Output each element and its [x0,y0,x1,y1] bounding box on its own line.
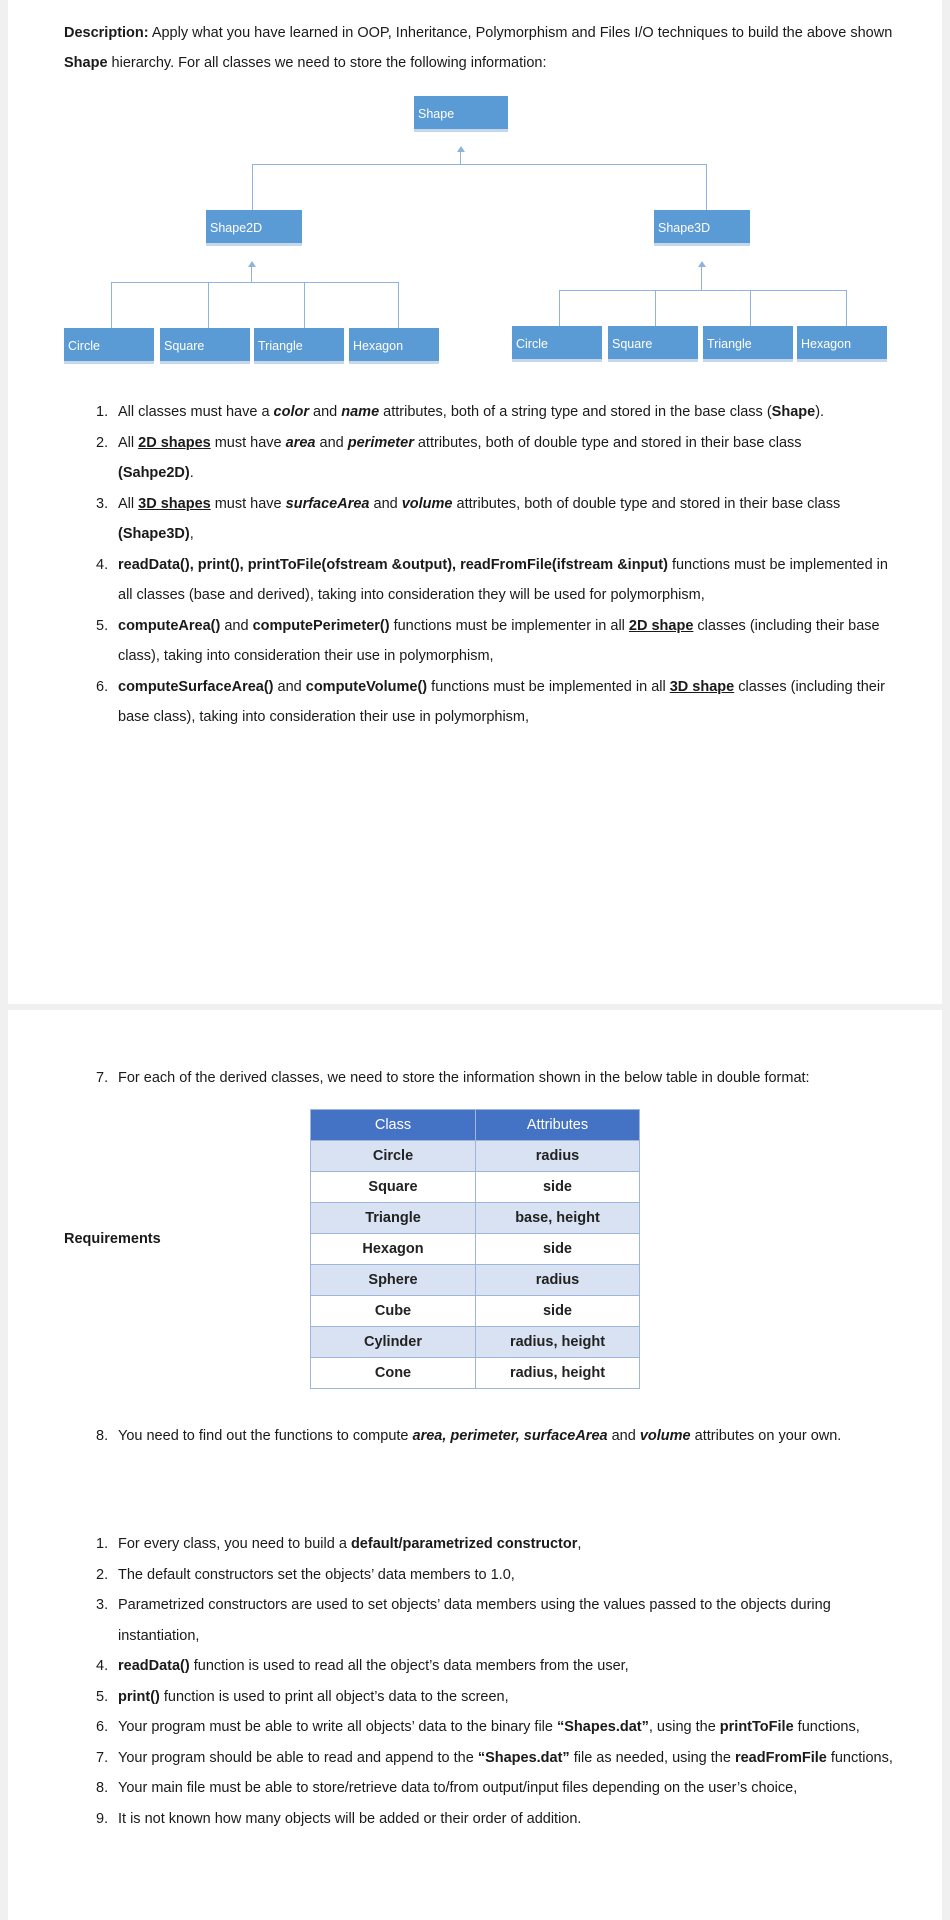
connector-line [251,267,252,282]
list-item-6 [76,672,896,733]
item-text: attributes, both of double type and stored in their base class [452,495,841,512]
list-number: 7. [96,1070,109,1086]
table-header-class: Class [311,1110,476,1141]
list-number: 3. [96,1597,109,1613]
item-text: Parametrized constructors are used to set objects’ data members using the values passed to the objects during instantiation, [118,1597,831,1644]
item-text: file as needed, using the [569,1749,735,1766]
uml-box-shape3d: Shape3D [654,210,750,246]
item-text: and [315,434,348,451]
item-text-bold: (Sahpe2D) [118,465,190,481]
item-text: and [220,617,253,634]
item-text: attributes on your own. [690,1428,842,1444]
uml-box-hexagon-3d: Hexagon [797,326,887,362]
item-text-bold: readFromFile [734,1749,827,1766]
item-text: Your program should be able to read and append to the [118,1749,478,1766]
table-cell-attributes: radius [476,1265,640,1296]
item-text: For every class, you need to build a [118,1536,351,1552]
list-number: 1. [96,1536,109,1552]
item-text: functions, [793,1719,860,1735]
item-text: For each of the derived classes, we need to store the information shown in the below table in double format: [118,1070,810,1086]
item-text: , using the [648,1719,720,1735]
item-text-underline: 3D shape [669,678,735,695]
item-text-emph: color [273,404,309,420]
uml-box-circle-3d: Circle [512,326,602,362]
requirement-item-3 [76,1590,896,1651]
item-text-underline: 2D shapes [138,434,211,451]
item-text-emph: name [341,404,380,420]
item-text: and [309,404,342,420]
requirement-item-6 [76,1712,896,1743]
requirement-item-1 [76,1529,896,1560]
item-text: and [369,495,402,512]
requirement-item-2 [76,1560,896,1591]
list-number: 5. [96,1688,109,1705]
list-item-1 [76,397,896,428]
item-text-underline: 2D shape [628,617,694,634]
requirement-item-9 [76,1804,896,1835]
table-cell-attributes: radius, height [476,1327,640,1358]
item-text-bold: (Shape3D) [118,526,190,542]
list-number: 8. [96,1780,109,1796]
requirement-item-5 [76,1682,896,1713]
connector-line [398,282,399,328]
item-text: functions must be implemented in all [427,678,670,695]
item-text: functions, [826,1749,893,1766]
table-cell-attributes: base, height [476,1203,640,1234]
description-text-2: hierarchy. For all classes we need to store the following information: [107,55,547,71]
table-cell-attributes: side [476,1172,640,1203]
list-item-5 [76,611,896,672]
item-text: and [607,1428,640,1444]
item-text: classes (including their base class), taking into consideration their use in polymorphism, [118,678,885,725]
uml-box-hexagon-2d: Hexagon [349,328,439,364]
connector-line [655,290,656,326]
list-item-2 [76,428,896,489]
item-text-emph: volume [639,1428,691,1444]
connector-line [701,267,702,282]
table-header-row [311,1110,640,1141]
connector-line [252,164,707,165]
item-text-bold: print() [118,1688,160,1705]
document-page-1 [8,0,942,1004]
item-text-bold: “Shapes.dat” [477,1749,570,1766]
list-number: 4. [96,1658,109,1674]
connector-line [111,282,112,328]
list-number: 7. [96,1749,109,1766]
inheritance-arrow-icon [248,261,256,267]
description-paragraph [64,18,914,78]
attributes-table [310,1109,640,1389]
item-text-underline: 3D shapes [138,495,211,512]
item-text: All [118,495,139,512]
list-number: 2. [96,434,109,451]
item-text-bold: printToFile [719,1719,794,1735]
connector-line [559,290,560,326]
item-text-bold: readData(), print(), printToFile(ofstream &output), readFromFile(ifstream &input) [118,556,668,573]
description-text-1: Apply what you have learned in OOP, Inheritance, Polymorphism and Files I/O techniques to build the above shown [148,25,893,41]
item-text-emph: surfaceArea [285,495,370,512]
item-text-emph: perimeter [347,434,414,451]
item-text: ). [815,404,825,420]
item-text: must have [210,434,286,451]
table-cell-attributes: side [476,1234,640,1265]
table-cell-attributes: radius, height [476,1358,640,1389]
list-item-4 [76,550,896,611]
table-cell-class: Cube [311,1296,476,1327]
table-row [311,1203,640,1234]
list-number: 6. [96,678,109,695]
item-text: function is used to read all the object’s data members from the user, [189,1658,629,1674]
table-row [311,1172,640,1203]
item-text-bold: computeSurfaceArea() [118,678,274,695]
item-text-bold: computeArea() [118,617,221,634]
item-text: classes (including their base class), taking into consideration their use in polymorphism, [118,617,880,664]
item-text-emph: area [285,434,316,451]
description-label: Description: [64,25,149,41]
list-number: 5. [96,617,109,634]
connector-line [750,290,751,326]
requirements-list-part-3 [76,1421,896,1452]
table-cell-class: Cone [311,1358,476,1389]
item-text-emph: area, perimeter, surfaceArea [412,1428,608,1444]
list-item-3 [76,489,896,550]
inheritance-arrow-icon [457,146,465,152]
item-text: It is not known how many objects will be added or their order of addition. [118,1810,582,1827]
table-cell-attributes: radius [476,1141,640,1172]
uml-box-shape2d: Shape2D [206,210,302,246]
item-text-bold: readData() [118,1658,190,1674]
item-text-bold: “Shapes.dat” [557,1719,649,1735]
description-shape-word: Shape [64,55,108,71]
uml-box-triangle-2d: Triangle [254,328,344,364]
inheritance-arrow-icon [698,261,706,267]
table-row [311,1234,640,1265]
table-row [311,1296,640,1327]
item-text: function is used to print all object’s data to the screen, [159,1688,509,1705]
table-row [311,1327,640,1358]
item-text-emph: volume [401,495,453,512]
list-number: 4. [96,556,109,573]
uml-box-triangle-3d: Triangle [703,326,793,362]
list-number: 1. [96,404,109,420]
list-number: 8. [96,1428,109,1444]
requirement-item-4 [76,1651,896,1682]
item-text: , [189,526,194,542]
uml-box-square-3d: Square [608,326,698,362]
requirements-list-part-2 [76,1063,896,1094]
uml-box-shape: Shape [414,96,508,132]
item-text: The default constructors set the objects’ data members to 1.0, [118,1566,515,1583]
connector-line [208,282,209,328]
item-text: and [273,678,306,695]
table-row [311,1358,640,1389]
item-text: attributes, both of a string type and stored in the base class ( [379,404,772,420]
connector-line [846,290,847,326]
item-text: You need to find out the functions to compute [118,1428,413,1444]
list-number: 9. [96,1810,109,1827]
table-cell-class: Cylinder [311,1327,476,1358]
connector-line [701,282,702,291]
item-text: All [118,434,139,451]
connector-line [111,282,398,283]
item-text: All classes must have a [118,404,274,420]
table-cell-attributes: side [476,1296,640,1327]
uml-box-square-2d: Square [160,328,250,364]
connector-line [304,282,305,328]
requirements-heading: Requirements [64,1231,161,1247]
item-text-bold: computePerimeter() [252,617,390,634]
item-text-bold: default/parametrized constructor [350,1536,578,1552]
table-cell-class: Circle [311,1141,476,1172]
item-text: functions must be implementer in all [389,617,629,634]
requirement-item-8 [76,1773,896,1804]
item-text: attributes, both of double type and stored in their base class [413,434,802,451]
list-number: 6. [96,1719,109,1735]
table-row [311,1141,640,1172]
requirements-list-part-1 [76,397,896,733]
uml-box-circle-2d: Circle [64,328,154,364]
connector-line [559,290,846,291]
item-text: functions must be implemented in all classes (base and derived), taking into consideration they will be used for polymorphism, [118,556,888,603]
table-header-attributes: Attributes [476,1110,640,1141]
table-cell-class: Triangle [311,1203,476,1234]
requirement-item-7 [76,1743,896,1774]
item-text: Your main file must be able to store/retrieve data to/from output/input files depending on the user’s choice, [118,1780,798,1796]
table-cell-class: Sphere [311,1265,476,1296]
list-number: 2. [96,1566,109,1583]
item-text: . [189,465,194,481]
table-cell-class: Hexagon [311,1234,476,1265]
item-text: Your program must be able to write all objects’ data to the binary file [118,1719,557,1735]
table-cell-class: Square [311,1172,476,1203]
table-row [311,1265,640,1296]
item-text-bold: computeVolume() [305,678,428,695]
item-text: , [577,1536,582,1552]
document-page-2 [8,1010,942,1920]
item-text-bold: Shape [771,404,816,420]
requirements-numbered-list [76,1529,896,1834]
list-item-8 [76,1421,896,1452]
list-item-7 [76,1063,896,1094]
list-number: 3. [96,495,109,512]
item-text: must have [210,495,286,512]
